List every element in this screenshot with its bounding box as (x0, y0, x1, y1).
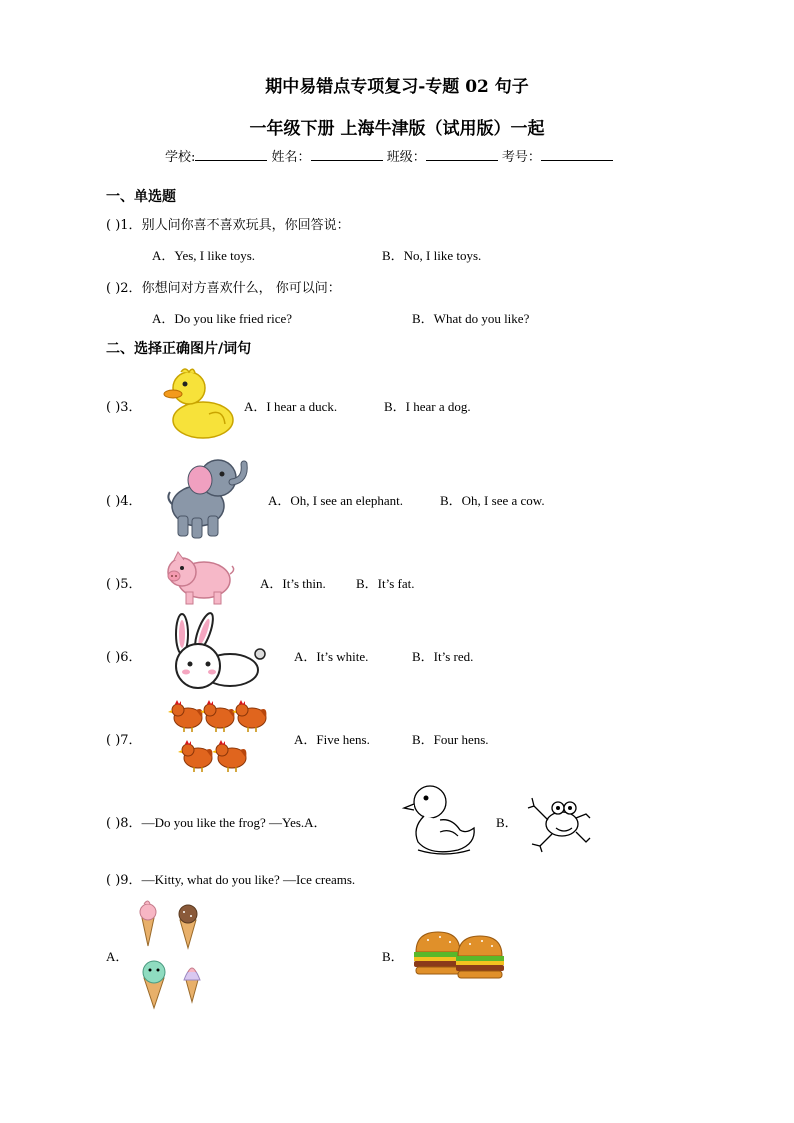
answer-bracket[interactable]: ( ) (106, 494, 121, 509)
question-2 (106, 277, 341, 296)
student-info-line (165, 146, 613, 165)
q2-option-b[interactable]: B．What do you like? (412, 311, 530, 326)
duck-image (165, 364, 235, 440)
question-number: 8． (120, 816, 142, 831)
class-label: 班级： (386, 150, 426, 165)
answer-bracket[interactable]: ( ) (106, 218, 121, 233)
q5-option-a[interactable]: A．It’s thin. (260, 576, 326, 591)
hamburgers-image[interactable] (410, 926, 508, 980)
answer-bracket[interactable]: ( ) (106, 816, 121, 831)
q6-option-a[interactable]: A．It’s white. (294, 649, 369, 664)
ice-creams-image[interactable] (134, 896, 210, 1016)
q1-option-a[interactable]: A．Yes, I like toys. (152, 248, 256, 263)
school-blank[interactable] (195, 148, 267, 161)
q4-option-b[interactable]: B．Oh, I see a cow. (440, 493, 545, 508)
rabbit-image (168, 612, 268, 692)
q3-option-a[interactable]: A．I hear a duck. (244, 399, 338, 414)
question-9 (106, 869, 355, 888)
question-number: 7． (120, 733, 142, 748)
q4-option-a[interactable]: A．Oh, I see an elephant. (268, 493, 404, 508)
q2-option-a[interactable]: A．Do you like fried rice? (152, 311, 293, 326)
elephant-image (164, 454, 252, 542)
question-number: 9． (120, 873, 142, 888)
question-text: 你想问对方喜欢什么， 你可以问： (141, 281, 341, 296)
section-heading-choose-picture: 二、选择正确图片/词句 (106, 341, 252, 357)
question-7 (106, 729, 142, 748)
question-number: 6． (120, 650, 142, 665)
q3-option-b[interactable]: B．I hear a dog. (384, 399, 471, 414)
page-subtitle: 一年级下册 上海牛津版（试用版）一起 (249, 119, 545, 139)
question-1 (106, 214, 350, 233)
answer-bracket[interactable]: ( ) (106, 873, 121, 888)
question-text: 别人问你喜不喜欢玩具，你回答说： (141, 218, 350, 233)
name-blank[interactable] (311, 148, 383, 161)
answer-bracket[interactable]: ( ) (106, 733, 121, 748)
frog-outline-image[interactable] (522, 784, 592, 854)
question-number: 1． (120, 218, 142, 233)
q7-option-b[interactable]: B．Four hens. (412, 732, 489, 747)
answer-bracket[interactable]: ( ) (106, 281, 121, 296)
question-number: 4． (120, 494, 142, 509)
q8-option-b[interactable]: B． (496, 815, 518, 830)
exam-number-blank[interactable] (541, 148, 613, 161)
pig-image (164, 550, 236, 608)
question-number: 3． (120, 400, 142, 415)
exam-number-label: 考号： (501, 150, 541, 165)
question-4 (106, 490, 142, 509)
answer-bracket[interactable]: ( ) (106, 577, 121, 592)
name-label: 姓名： (271, 150, 311, 165)
question-6 (106, 646, 142, 665)
q5-option-b[interactable]: B．It’s fat. (356, 576, 415, 591)
answer-bracket[interactable]: ( ) (106, 650, 121, 665)
school-label: 学校: (165, 150, 196, 165)
page-title: 期中易错点专项复习-专题 02 句子 (265, 77, 529, 97)
class-blank[interactable] (426, 148, 498, 161)
question-number: 5． (120, 577, 142, 592)
q9-option-b[interactable]: B． (382, 949, 404, 964)
question-text: —Do you like the frog? —Yes.A． (141, 815, 327, 830)
question-number: 2． (120, 281, 142, 296)
question-3 (106, 396, 142, 415)
hens-image (166, 698, 270, 778)
answer-bracket[interactable]: ( ) (106, 400, 121, 415)
q6-option-b[interactable]: B．It’s red. (412, 649, 474, 664)
q9-option-a[interactable]: A． (106, 949, 129, 964)
question-5 (106, 573, 142, 592)
question-8 (106, 812, 327, 831)
q1-option-b[interactable]: B．No, I like toys. (382, 248, 482, 263)
duck-outline-image[interactable] (404, 780, 480, 858)
q7-option-a[interactable]: A．Five hens. (294, 732, 370, 747)
section-heading-single-choice: 一、单选题 (106, 189, 176, 205)
question-text: —Kitty, what do you like? —Ice creams. (141, 872, 356, 887)
